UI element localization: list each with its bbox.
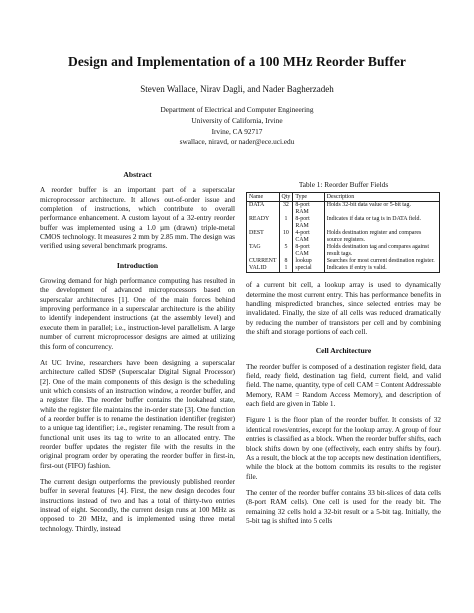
field-name: VALID [247, 265, 280, 273]
field-description: Searches for most current destination register. [324, 258, 439, 265]
field-qty: 8 [279, 258, 293, 265]
field-qty: 5 [279, 244, 293, 258]
cell-arch-paragraph: The reorder buffer is composed of a destination register field, data field, ready field, destination tag field, current field, and valid field. The name, quantity, type of cell CAM = Content Addressable Memory, RAM = Random Access Memory), and description of each field are given in Table 1. [246, 362, 441, 409]
table-row [247, 265, 440, 273]
table-header-cell: Description [324, 193, 439, 201]
field-description: Indicates if entry is valid. [324, 265, 439, 273]
field-type: 8-port RAM [293, 216, 324, 230]
field-name: DATA [247, 201, 280, 215]
field-name: READY [247, 216, 280, 230]
field-description: Holds destination register and compares source registers. [324, 230, 439, 244]
field-name: DEST [247, 230, 280, 244]
table-header-row [247, 193, 440, 201]
field-name: CURRENT [247, 258, 280, 265]
right-column [246, 180, 441, 526]
table-header-cell: Name [247, 193, 280, 201]
cell-arch-paragraph: Figure 1 is the floor plan of the reorder buffer. It consists of 32 identical rows/entries, except for the lookup array. A group of four entries is classified as a block. When the reorder buffer shifts, each block shifts down by one (effectively, each entry shifts by four). As a result, the block at the top accepts new destination identifiers, while the block at the bottom commits its results to the register file. [246, 416, 441, 481]
table-caption: Table 1: Reorder Buffer Fields [298, 180, 389, 189]
affiliation-block [0, 105, 474, 148]
intro-paragraph: Growing demand for high performance computing has resulted in the development of advanced microprocessors based on superscalar architectures [1]. One of the main forces behind improving performance in a superscalar architecture is the ability to identify independent instructions (at the assembly level) and execute them in parallel; i.e., instruction-level parallelism. A large number of current microprocessor designs are aimed at utilizing this form of concurrency. [40, 277, 235, 351]
field-description: Indicates if data or tag is in DATA field. [324, 216, 439, 230]
author-list: Steven Wallace, Nirav Dagli, and Nader Bagherzadeh [140, 84, 334, 94]
abstract-heading: Abstract [123, 170, 152, 179]
intro-paragraph: At UC Irvine, researchers have been designing a superscalar architecture called SDSP (Superscalar Digital Signal Processor) [2]. One of the main components of this design is the scheduling unit which consists of an instruction window, a reorder buffer, and a register file. The reorder buffer contains the lookahead state, while the register file maintains the in-order state [3]. One function of a reorder buffer is to rename the destination identifier (register) to a unique tag identifier; i.e., register renaming. The result from a functional unit uses its tag to write to an allocated entry. The reorder buffer updates the register file with the results in the original program order by operating the reorder buffer in first-in, first-out (FIFO) fashion. [40, 358, 235, 470]
affiliation-emails: swallace, niravd, or nader@ece.uci.edu [179, 137, 295, 147]
table-row [247, 258, 440, 265]
affiliation-university: University of California, Irvine [191, 115, 283, 125]
paper-title: Design and Implementation of a 100 MHz Reorder Buffer [67, 54, 406, 69]
field-type: 4-port CAM [293, 230, 324, 244]
field-description: Holds 32-bit data value or 5-bit tag. [324, 201, 439, 215]
intro-paragraph: The current design outperforms the previously published reorder buffer in several features [4]. First, the new design decodes four instructions instead of two and has a total of thirty-two entries instead of eight. Secondly, the current design runs at 100 MHz as opposed to 20 MHz, and is implemented using three metal technology. Thirdly, instead [40, 477, 235, 533]
field-qty: 10 [279, 230, 293, 244]
cell-architecture-heading: Cell Architecture [315, 346, 372, 356]
table-header-cell: Qty [279, 193, 293, 201]
field-type: 8-port RAM [293, 201, 324, 215]
table-row [247, 244, 440, 258]
field-type: 8-port CAM [293, 244, 324, 258]
abstract-text: A reorder buffer is an important part of a superscalar microprocessor architecture. It allows out-of-order issue and completion of instructions, which contribute to overall performance enhancement. A custom layout of a 32-entry reorder buffer was implemented using a 1.0 µm (drawn) triple-metal CMOS technology. It measures 2 mm by 2.85 mm. The design was verified using several benchmark programs. [40, 186, 235, 251]
continuation-paragraph: of a current bit cell, a lookup array is used to dynamically determine the most current entry. This has performance benefits in handling mispredicted branches, since selected entries may be invalidated. Finally, the size of all cells was reduced dramatically by reducing the number of transistors per cell and by combining the shift and storage portions of each cell. [246, 281, 441, 337]
field-qty: 1 [279, 265, 293, 273]
affiliation-city: Irvine, CA 92717 [211, 126, 263, 136]
field-type: special [293, 265, 324, 273]
table-header-cell: Type [293, 193, 324, 201]
reorder-buffer-fields-table [246, 192, 440, 273]
field-qty: 32 [279, 201, 293, 215]
left-column [40, 170, 235, 534]
field-qty: 1 [279, 216, 293, 230]
field-type: lookup [293, 258, 324, 265]
cell-arch-paragraph: The center of the reorder buffer contains 33 bit-slices of data cells (8-port RAM cells). One cell is used for the ready bit. The remaining 32 cells hold a 32-bit result or a 5-bit tag. Initially, the 5-bit tag is shifted into 5 cells [246, 488, 441, 525]
introduction-heading: Introduction [116, 260, 159, 270]
table-row [247, 201, 440, 215]
table-row [247, 216, 440, 230]
field-name: TAG [247, 244, 280, 258]
field-description: Holds destination tag and compares against result tags. [324, 244, 439, 258]
affiliation-department: Department of Electrical and Computer Engineering [160, 105, 314, 114]
table-row [247, 230, 440, 244]
